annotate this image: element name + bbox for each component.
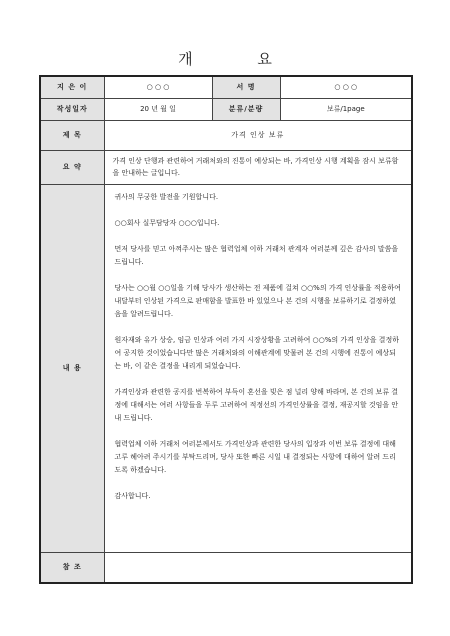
content-paragraph: 당사는 ○○월 ○○일을 기해 당사가 생산하는 전 제품에 걸쳐 ○○%의 가격 인상률을 적용하여 내달부터 인상된 가격으로 판매함을 발표한 바 있었으나 본 건의 시행을 보류하기로 결정하였음을 알려드립니다.	[114, 283, 401, 318]
content-paragraph: 먼저 당사를 믿고 아껴주시는 많은 협력업체 이하 거래처 관계자 여러분께 깊은 감사의 말씀을 드립니다.	[114, 244, 399, 266]
subject-label: 제 목	[40, 120, 104, 150]
summary-form-table	[39, 75, 413, 584]
date-label: 작성일자	[40, 98, 104, 120]
job-label: 서 명	[212, 76, 280, 98]
content-paragraph: 협력업체 이하 거래처 여러분께서도 가격인상과 관련한 당사의 입장과 이번 보류 결정에 대해 고루 헤아려 주시기를 부탁드리며, 당사 또한 빠른 시일 내 결정되는 사항에 대하여 알려 드리도록 하겠습니다.	[114, 439, 396, 474]
summary-value: 가격 인상 단행과 관련하여 거래처와의 진통이 예상되는 바, 가격인상 시행 계획을 잠시 보류함을 안내하는 글입니다.	[104, 150, 412, 184]
content-paragraph: 원자재와 유가 상승, 임금 인상과 여러 가지 시장상황을 고려하여 ○○%의 가격 인상을 결정하여 공지한 것이었습니다만 많은 거래처와의 이해관계에 맞물려 본 건의 시행에 진통이 예상되는 바, 이 같은 결정을 내리게 되었습니다.	[114, 335, 399, 370]
content-body	[104, 184, 412, 552]
subject-value: 가격 인상 보류	[104, 120, 412, 150]
category-label: 분류/분량	[212, 98, 280, 120]
category-value: 보류/1page	[280, 98, 412, 120]
content-paragraph: ○○회사 실무담당자 ○○○입니다.	[114, 218, 220, 227]
content-paragraph: 감사합니다.	[114, 491, 151, 500]
date-value: 20 년 월 일	[104, 98, 212, 120]
reference-value	[104, 552, 412, 583]
content-label: 내 용	[40, 184, 104, 552]
document-title: 개 요	[178, 50, 302, 68]
summary-label: 요 약	[40, 150, 104, 184]
writer-value: ○ ○ ○	[104, 76, 212, 98]
content-paragraph: 귀사의 무궁한 발전을 기원합니다.	[114, 192, 219, 201]
content-paragraph: 가격인상과 관련한 공지를 번복하여 부득이 혼선을 빚은 점 널리 양해 바라며, 본 건의 보류 결정에 대해서는 여러 사항들을 두루 고려하여 적정선의 가격인상률을 결정, 재공지할 것임을 안내 드립니다.	[114, 387, 399, 422]
writer-label: 지 은 이	[40, 76, 104, 98]
job-value: ○ ○ ○	[280, 76, 412, 98]
reference-label: 참 조	[40, 552, 104, 583]
